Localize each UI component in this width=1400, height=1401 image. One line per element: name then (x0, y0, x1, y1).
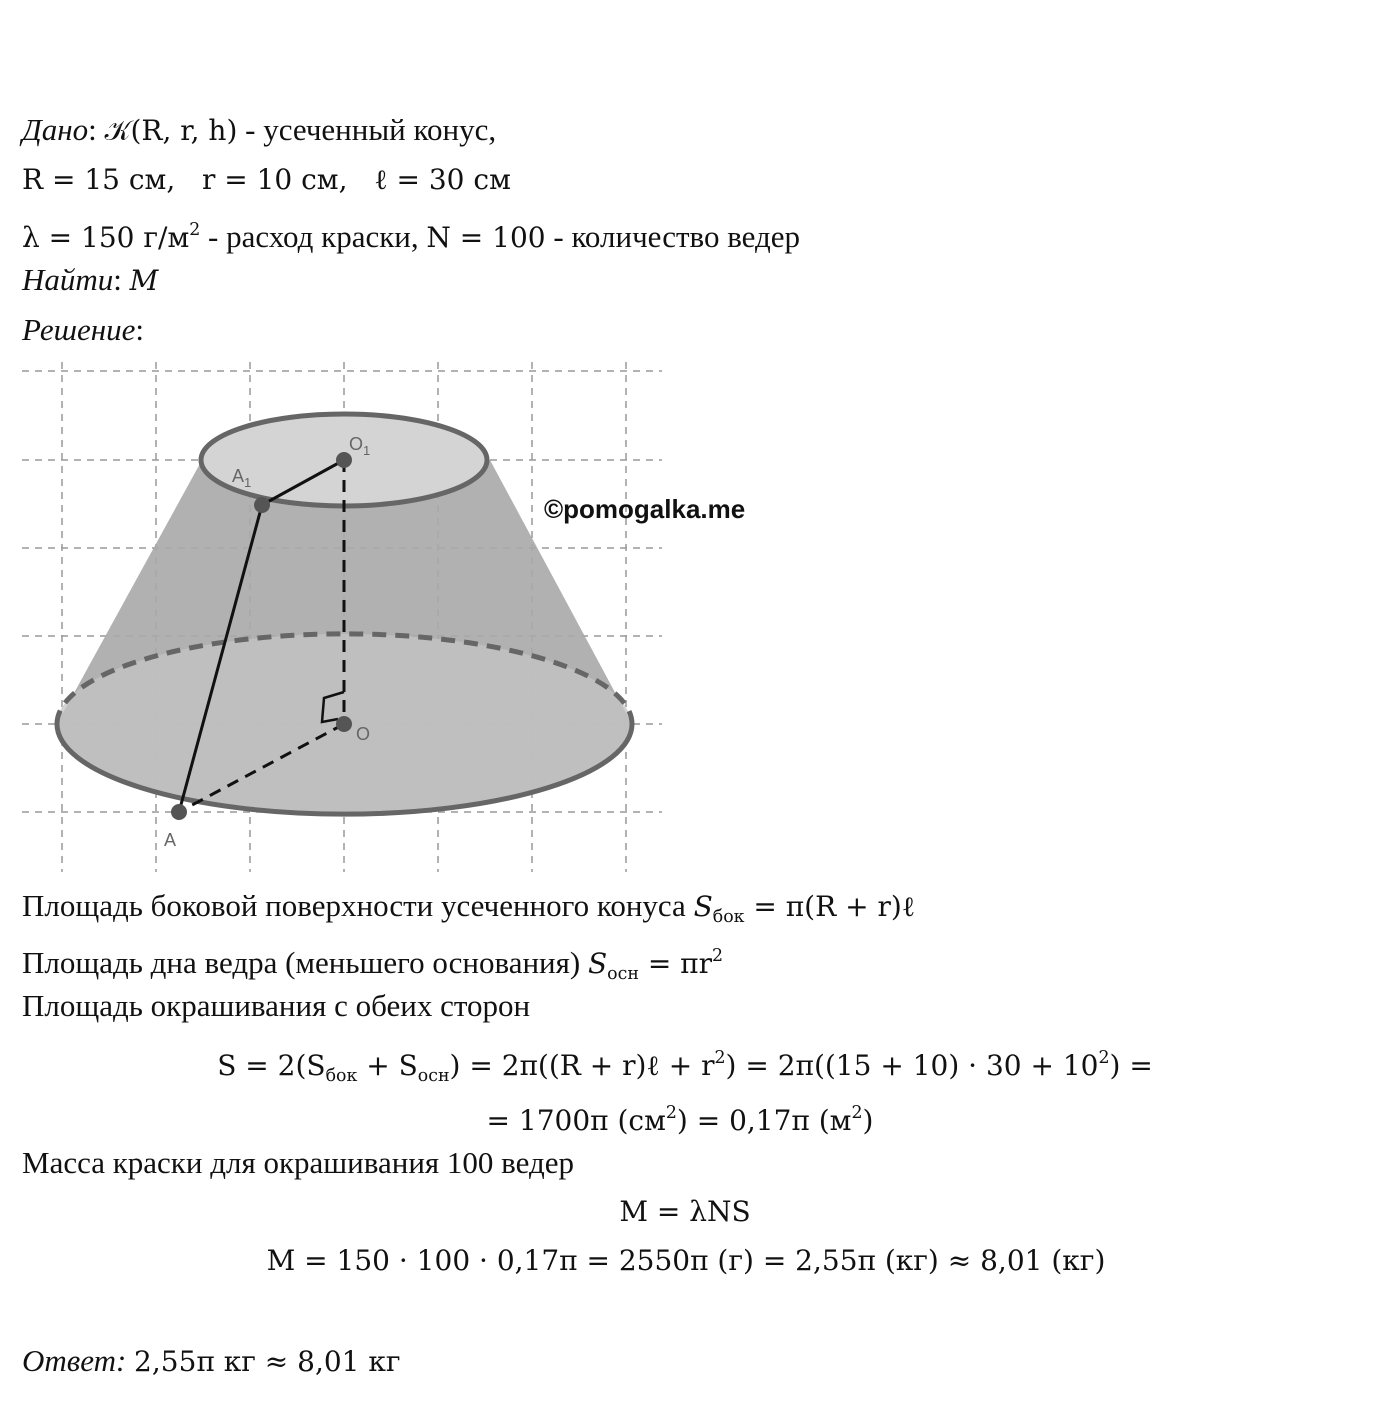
lateral-area-text: Площадь боковой поверхности усеченного конуса (22, 888, 694, 923)
point-O1 (336, 452, 352, 468)
given-lambda-text: - расход краски, (208, 219, 427, 255)
label-O1: $O_1$ (349, 434, 371, 458)
lateral-area-formula: $S_{бок} = \pi(R$ + r)ℓ (693, 890, 916, 928)
mass-definition: M = λNS (619, 1195, 751, 1228)
given-N: N = 100 (426, 221, 546, 255)
point-O (336, 716, 352, 732)
find-label: Найти (22, 262, 114, 297)
mass-calculation: M = 150 · 100 · 0,17π = 2550π (г) = 2,55π (кг) ≈ 8,01 (кг) (266, 1244, 1106, 1277)
given-cone-notation: 𝒦(R, r, h) (104, 114, 238, 147)
given-R: R = 15 см, (22, 163, 176, 196)
label-A1: $A_1$ (232, 466, 252, 490)
given-label: Дано (22, 112, 89, 147)
answer-value: 2,55π кг ≈ 8,01 кг (134, 1345, 401, 1378)
answer-label: Ответ: (22, 1343, 127, 1378)
total-area-formula-1: $S = 2(S_{бок} + S_{осн}) = 2\pi((R$ + r)ℓ + $r^2) = 2\pi((15 + 10) \cdot 30 + 10^2)$ = (217, 1048, 1153, 1087)
base-area-formula: $S_{осн} = \pi r^2$ (587, 946, 724, 985)
given-line-1: Дано: 𝒦(R, r, h) - усеченный конус, (22, 112, 497, 147)
given-line-3 (22, 210, 800, 258)
find-line: Найти: M (22, 262, 159, 297)
answer-line (22, 1341, 401, 1382)
label-A: A (164, 830, 177, 850)
label-O: O (356, 724, 371, 744)
given-lambda: λ = 150 $г/м^2$ (22, 220, 201, 255)
given-r: r = 10 см, (201, 163, 348, 196)
total-area-formula-2: = 1700π $(см^2) = 0,17\pi$ $(м^2)$ (486, 1103, 874, 1138)
solution-line: Решение: (22, 312, 144, 347)
mass-line: Масса краски для окрашивания 100 ведер (22, 1145, 575, 1180)
lateral-area-line (22, 886, 915, 937)
truncated-cone-figure (22, 362, 672, 877)
watermark: ©pomogalka.me (544, 494, 746, 524)
both-sides-line: Площадь окрашивания с обеих сторон (22, 988, 531, 1023)
point-A (171, 804, 187, 820)
given-cone-text: - усеченный конус, (237, 112, 497, 147)
find-value: M (129, 264, 159, 297)
given-l: ℓ = 30 см (374, 163, 511, 196)
base-area-text: Площадь дна ведра (меньшего основания) (22, 945, 588, 981)
solution-label: Решение (22, 312, 136, 347)
given-N-text: - количество ведер (545, 219, 801, 255)
point-A1 (254, 497, 270, 513)
given-line-2 (22, 160, 511, 200)
